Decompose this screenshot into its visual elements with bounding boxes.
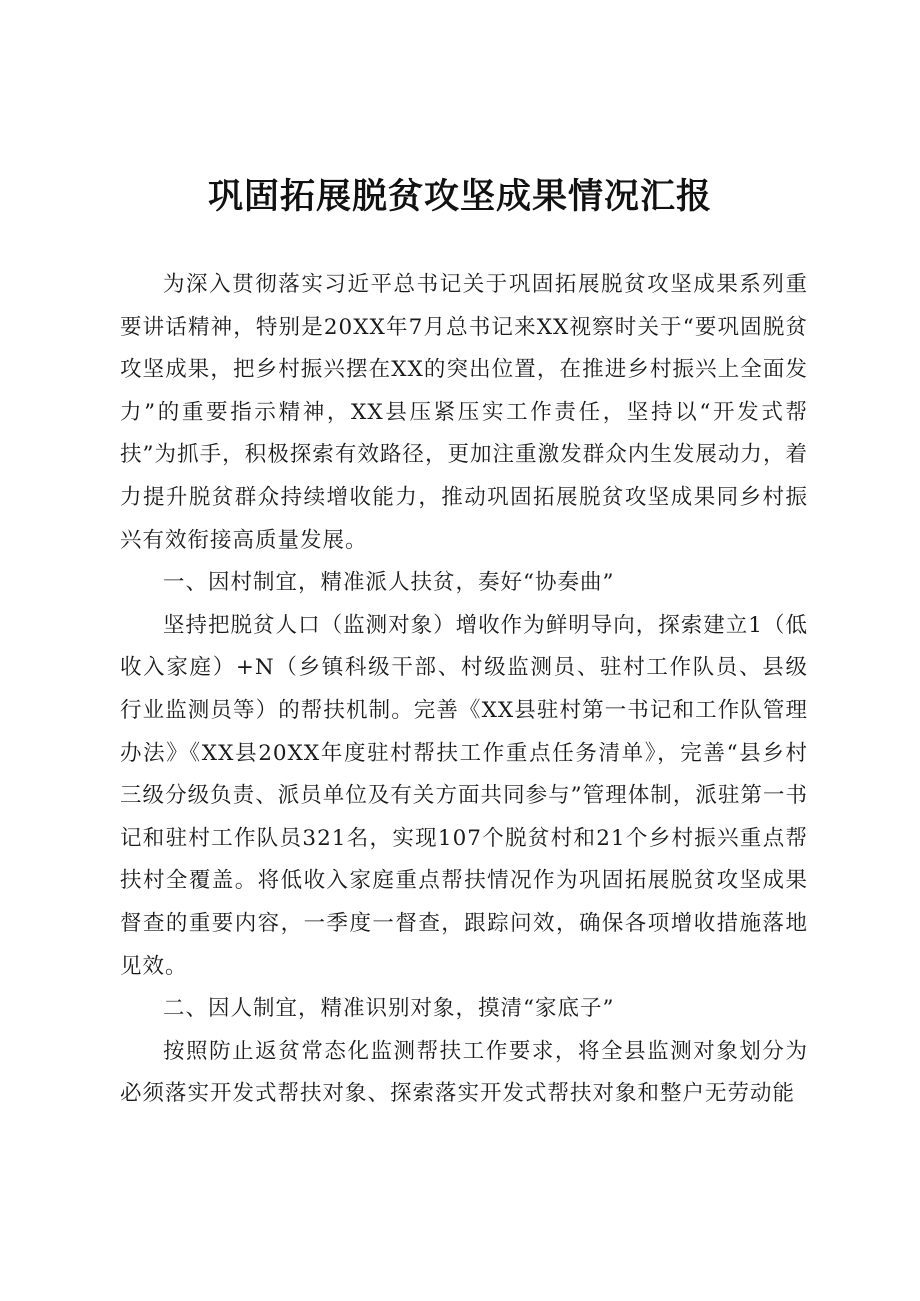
document-body — [120, 264, 808, 1116]
intro-paragraph: 为深入贯彻落实习近平总书记关于巩固拓展脱贫攻坚成果系列重要讲话精神，特别是20XX年7月总书记来XX视察时关于“要巩固脱贫攻坚成果，把乡村振兴摆在XX的突出位置，在推进乡村振兴上全面发力”的重要指示精神，XX县压紧压实工作责任，坚持以“开发式帮扶”为抓手，积极探索有效路径，更加注重激发群众内生发展动力，着力提升脱贫群众持续增收能力，推动巩固拓展脱贫攻坚成果同乡村振兴有效衔接高质量发展。 — [120, 272, 808, 553]
section-1-paragraph: 坚持把脱贫人口（监测对象）增收作为鲜明导向，探索建立1（低收入家庭）+N（乡镇科级干部、村级监测员、驻村工作队员、县级行业监测员等）的帮扶机制。完善《XX县驻村第一书记和工作队管理办法》《XX县20XX年度驻村帮扶工作重点任务清单》，完善“县乡村三级分级负责、派员单位及有关方面共同参与”管理体制，派驻第一书记和驻村工作队员321名，实现107个脱贫村和21个乡村振兴重点帮扶村全覆盖。将低收入家庭重点帮扶情况作为巩固拓展脱贫攻坚成果督查的重要内容，一季度一督查，跟踪问效，确保各项增收措施落地见效。 — [120, 612, 808, 979]
section-heading-2: 二、因人制宜，精准识别对象，摸清“家底子” — [163, 996, 615, 1022]
section-2-paragraph: 按照防止返贫常态化监测帮扶工作要求，将全县监测对象划分为必须落实开发式帮扶对象、探索落实开发式帮扶对象和整户无劳动能 — [120, 1038, 808, 1107]
document-title: 巩固拓展脱贫攻坚成果情况汇报 — [207, 177, 712, 217]
section-heading-1: 一、因村制宜，精准派人扶贫，奏好“协奏曲” — [163, 570, 615, 596]
